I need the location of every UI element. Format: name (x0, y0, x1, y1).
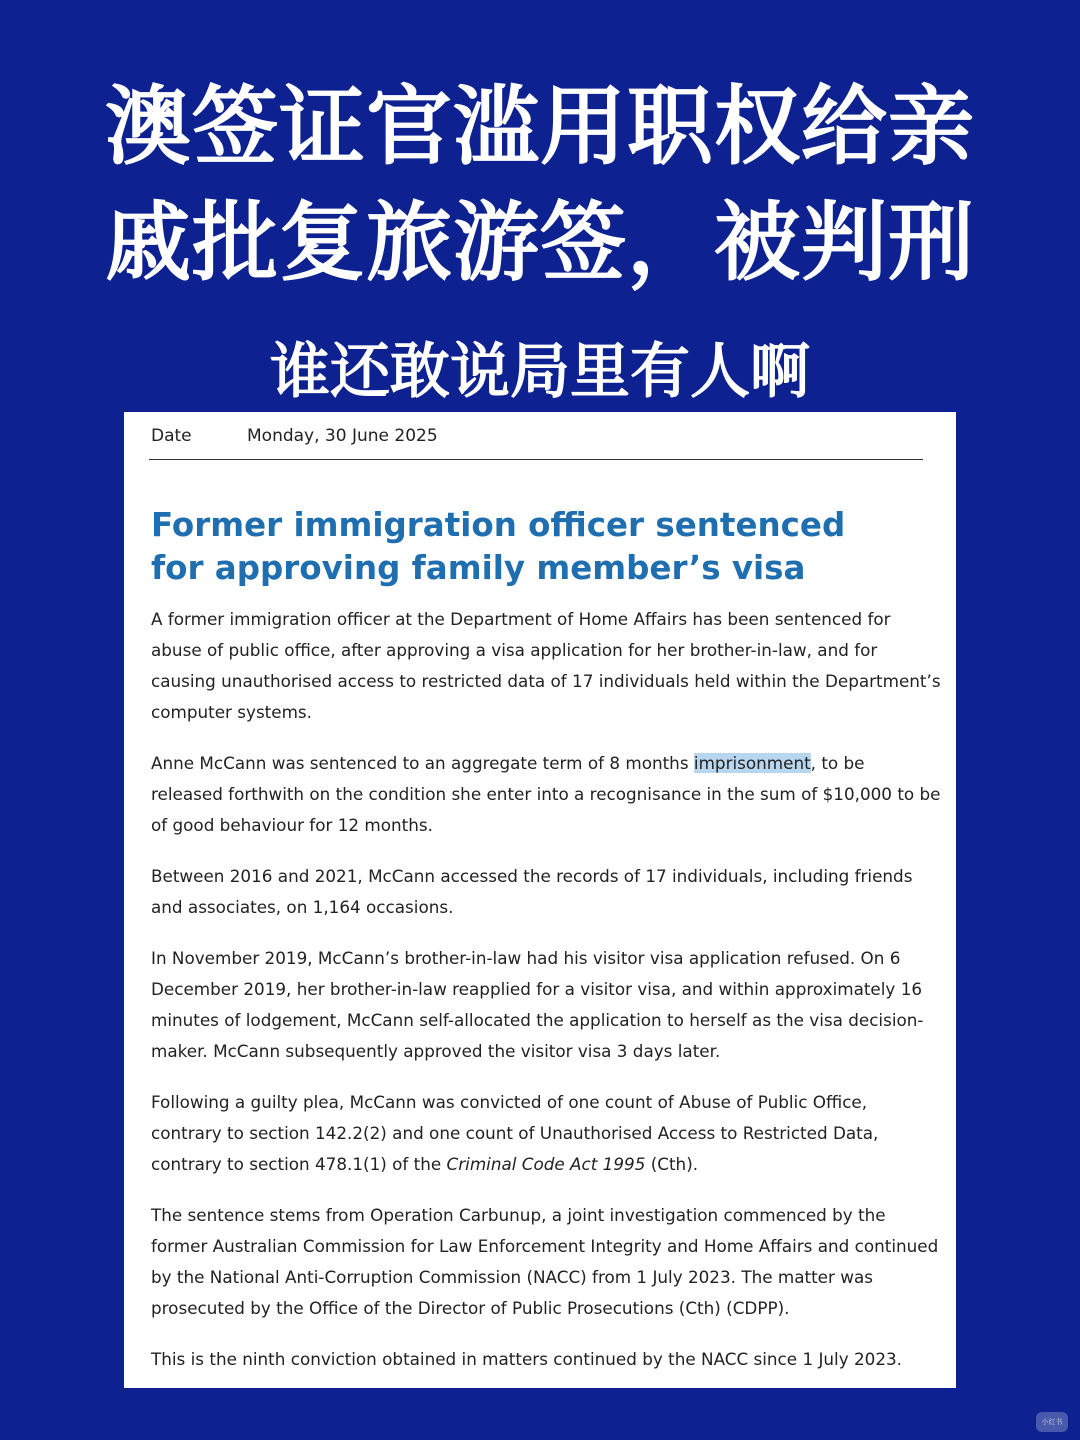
paragraph-ninth-conviction: This is the ninth conviction obtained in matters continued by the NACC since 1 July 2023. (151, 1349, 903, 1369)
paragraph-sentence-start: Anne McCann was sentenced to an aggregate term of 8 months (151, 753, 694, 773)
divider-rule (149, 459, 923, 460)
subheadline: 谁还敢说局里有人啊 (270, 337, 810, 407)
paragraph-investigation: The sentence stems from Operation Carbunup, a joint investigation commenced by the former Australian Commission for Law Enforcement Integrity and Home Affairs and continued by the National Anti-Corruption Commission (NACC) from 1 July 2023. The matter was prosecuted by the Office of the Director of Public Prosecutions (Cth) (CDPP). (151, 1205, 939, 1318)
paragraph-sentence (151, 748, 941, 841)
document-title-line-1: Former immigration officer sentenced (151, 506, 846, 544)
paragraph-visa-timeline: In November 2019, McCann’s brother-in-law had his visitor visa application refused. On 6 December 2019, her brother-in-law reapplied for a visitor visa, and within approximately 16 minutes of lodgement, McCann self-allocated the application to herself as the visa decision-maker. McCann subsequently approved the visitor visa 3 days later. (151, 948, 924, 1061)
document-title (151, 504, 931, 590)
watermark-logo: 小红书 (1036, 1412, 1068, 1432)
date-label: Date (151, 426, 192, 446)
headline-line-1: 澳签证官滥用职权给亲 (105, 77, 975, 177)
paragraph-conviction-start: Following a guilty plea, McCann was convicted of one count of Abuse of Public Office, contrary to section 142.2(2) and one count of Unauthorised Access to Restricted Data, contrary to section 478.1(1) of the (151, 1092, 879, 1174)
press-release-document (124, 412, 956, 1388)
paragraph-records: Between 2016 and 2021, McCann accessed the records of 17 individuals, including friends and associates, on 1,164 occasions. (151, 866, 913, 917)
paragraph-intro: A former immigration officer at the Department of Home Affairs has been sentenced for abuse of public office, after approving a visa application for her brother-in-law, and for causing unauthorised access to restricted data of 17 individuals held within the Department’s computer systems. (151, 609, 941, 722)
headline-line-2: 戚批复旅游签，被判刑 (105, 193, 975, 293)
date-row (151, 426, 438, 446)
document-title-line-2: for approving family member’s visa (151, 549, 806, 587)
date-value: Monday, 30 June 2025 (247, 426, 438, 446)
highlighted-word: imprisonment (693, 753, 811, 773)
act-name: Criminal Code Act 1995 (446, 1154, 646, 1174)
paragraph-conviction-end: (Cth). (645, 1154, 699, 1174)
paragraph-conviction (151, 1087, 941, 1180)
document-body (151, 604, 941, 1395)
paragraph-sentence-end: , to be released forthwith on the condition she enter into a recognisance in the sum of $10,000 to be of good behaviour for 12 months. (151, 753, 941, 835)
